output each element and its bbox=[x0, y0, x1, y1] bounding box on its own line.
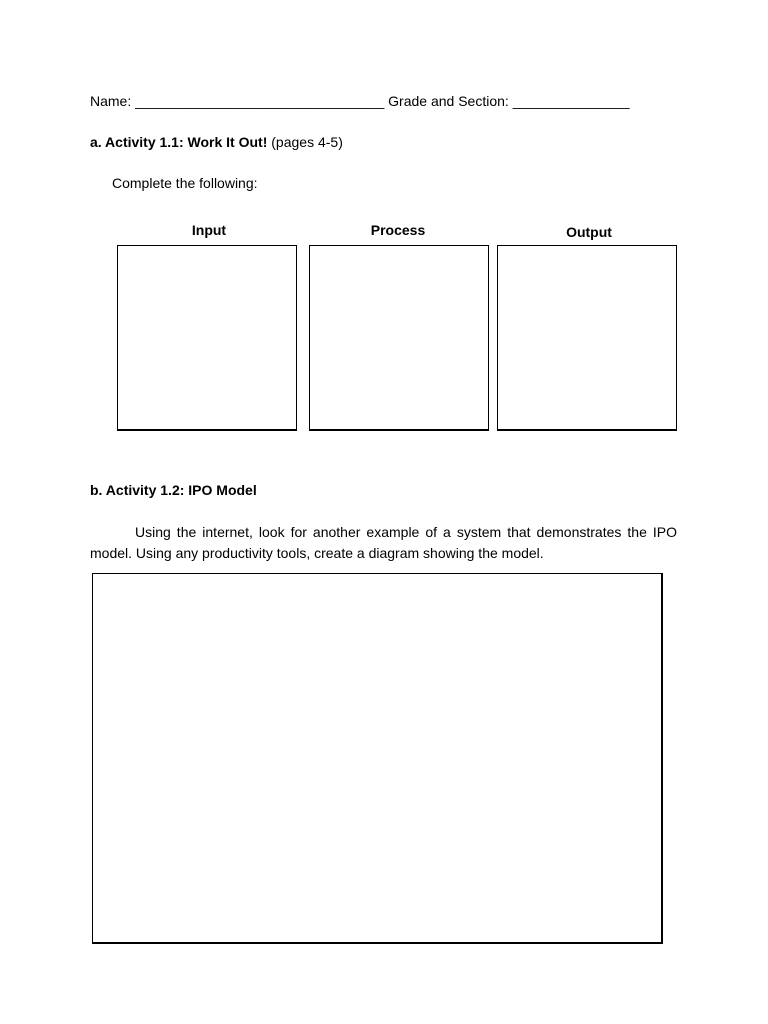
activity-1-pages: (pages 4-5) bbox=[271, 134, 343, 150]
grade-section-label: Grade and Section: bbox=[388, 93, 509, 109]
grade-section-field[interactable]: _______________ bbox=[512, 93, 630, 109]
process-column-label: Process bbox=[370, 222, 426, 238]
activity-1-title: a. Activity 1.1: Work It Out! bbox=[90, 134, 268, 150]
diagram-answer-box[interactable] bbox=[92, 573, 663, 944]
activity-2-instructions: Using the internet, look for another example of a system that demonstrates the IPO model. Using any productivity tools, create a diagram showing the model. bbox=[90, 524, 677, 561]
input-column-label: Input bbox=[191, 222, 227, 238]
activity-1-instruction: Complete the following: bbox=[112, 175, 258, 191]
input-answer-box[interactable] bbox=[117, 245, 297, 431]
name-grade-line bbox=[90, 93, 630, 109]
name-label: Name: bbox=[90, 93, 132, 109]
output-column-label: Output bbox=[566, 224, 612, 240]
activity-2-heading: b. Activity 1.2: IPO Model bbox=[90, 482, 257, 498]
activity-1-heading bbox=[90, 134, 343, 150]
name-field[interactable]: ________________________________ bbox=[135, 93, 385, 109]
output-answer-box[interactable] bbox=[497, 245, 677, 431]
process-answer-box[interactable] bbox=[309, 245, 489, 431]
